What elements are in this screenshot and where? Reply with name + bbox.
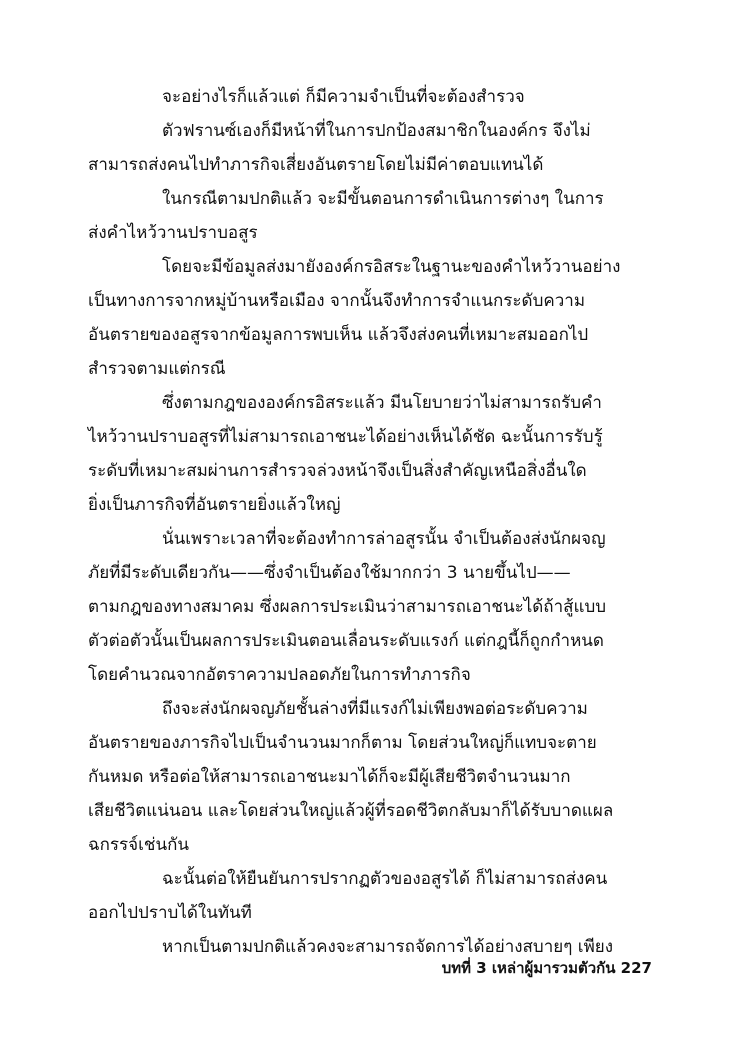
text-line: ยิ่งเป็นภารกิจที่อันตรายยิ่งแล้วใหญ่: [88, 495, 341, 515]
text-line: โดยจะมีข้อมูลส่งมายังองค์กรอิสระในฐานะของคำไหว้วานอย่าง: [162, 257, 621, 277]
text-line: เสียชีวิตแน่นอน และโดยส่วนใหญ่แล้วผู้ที่รอดชีวิตกลับมาก็ได้รับบาดแผล: [88, 801, 614, 821]
text-line: ไหว้วานปราบอสูรที่ไม่สามารถเอาชนะได้อย่างเห็นได้ชัด ฉะนั้นการรับรู้: [88, 427, 603, 447]
text-line: จะอย่างไรก็แล้วแต่ ก็มีความจำเป็นที่จะต้องสำรวจ: [162, 87, 525, 107]
text-line: นั่นเพราะเวลาที่จะต้องทำการล่าอสูรนั้น จำเป็นต้องส่งนักผจญ: [162, 529, 606, 549]
text-line: ฉกรรจ์เช่นกัน: [88, 835, 189, 855]
text-line: สามารถส่งคนไปทำภารกิจเสี่ยงอันตรายโดยไม่มีค่าตอบแทนได้: [88, 155, 544, 175]
text-line: ฉะนั้นต่อให้ยืนยันการปรากฏตัวของอสูรได้ ก็ไม่สามารถส่งคน: [162, 869, 608, 889]
text-line: หากเป็นตามปกติแล้วคงจะสามารถจัดการได้อย่างสบายๆ เพียง: [162, 937, 614, 957]
text-line: ถึงจะส่งนักผจญภัยชั้นล่างที่มีแรงก์ไม่เพียงพอต่อระดับความ: [162, 699, 588, 719]
text-line: กันหมด หรือต่อให้สามารถเอาชนะมาได้ก็จะมีผู้เสียชีวิตจำนวนมาก: [88, 767, 571, 787]
text-line: อันตรายของภารกิจไปเป็นจำนวนมากก็ตาม โดยส่วนใหญ่ก็แทบจะตาย: [88, 733, 597, 753]
text-line: ตามกฎของทางสมาคม ซึ่งผลการประเมินว่าสามารถเอาชนะได้ถ้าสู้แบบ: [88, 597, 607, 617]
text-line: ตัวต่อตัวนั้นเป็นผลการประเมินตอนเลื่อนระดับแรงก์ แต่กฎนี้ก็ถูกกำหนด: [88, 631, 604, 651]
text-line: ส่งคำไหว้วานปราบอสูร: [88, 223, 258, 243]
text-line: สำรวจตามแต่กรณี: [88, 359, 226, 379]
text-line: โดยคำนวณจากอัตราความปลอดภัยในการทำภารกิจ: [88, 665, 471, 685]
text-line: ระดับที่เหมาะสมผ่านการสำรวจล่วงหน้าจึงเป็นสิ่งสำคัญเหนือสิ่งอื่นใด: [88, 461, 587, 481]
text-line: ในกรณีตามปกติแล้ว จะมีขั้นตอนการดำเนินการต่างๆ ในการ: [162, 189, 604, 209]
text-line: ออกไปปราบได้ในทันที: [88, 903, 252, 923]
text-line: ภัยที่มีระดับเดียวกัน——ซึ่งจำเป็นต้องใช้มากกว่า 3 นายขึ้นไป——: [88, 563, 571, 583]
text-line: ซึ่งตามกฎขององค์กรอิสระแล้ว มีนโยบายว่าไม่สามารถรับคำ: [162, 393, 602, 413]
page-footer: บทที่ 3 เหล่าผู้มารวมตัวกัน 227: [441, 959, 652, 977]
text-line: อันตรายของอสูรจากข้อมูลการพบเห็น แล้วจึงส่งคนที่เหมาะสมออกไป: [88, 325, 589, 345]
text-line: เป็นทางการจากหมู่บ้านหรือเมือง จากนั้นจึงทำการจำแนกระดับความ: [88, 291, 586, 311]
text-line: ตัวฟรานซ์เองก็มีหน้าที่ในการปกป้องสมาชิกในองค์กร จึงไม่: [162, 121, 591, 141]
